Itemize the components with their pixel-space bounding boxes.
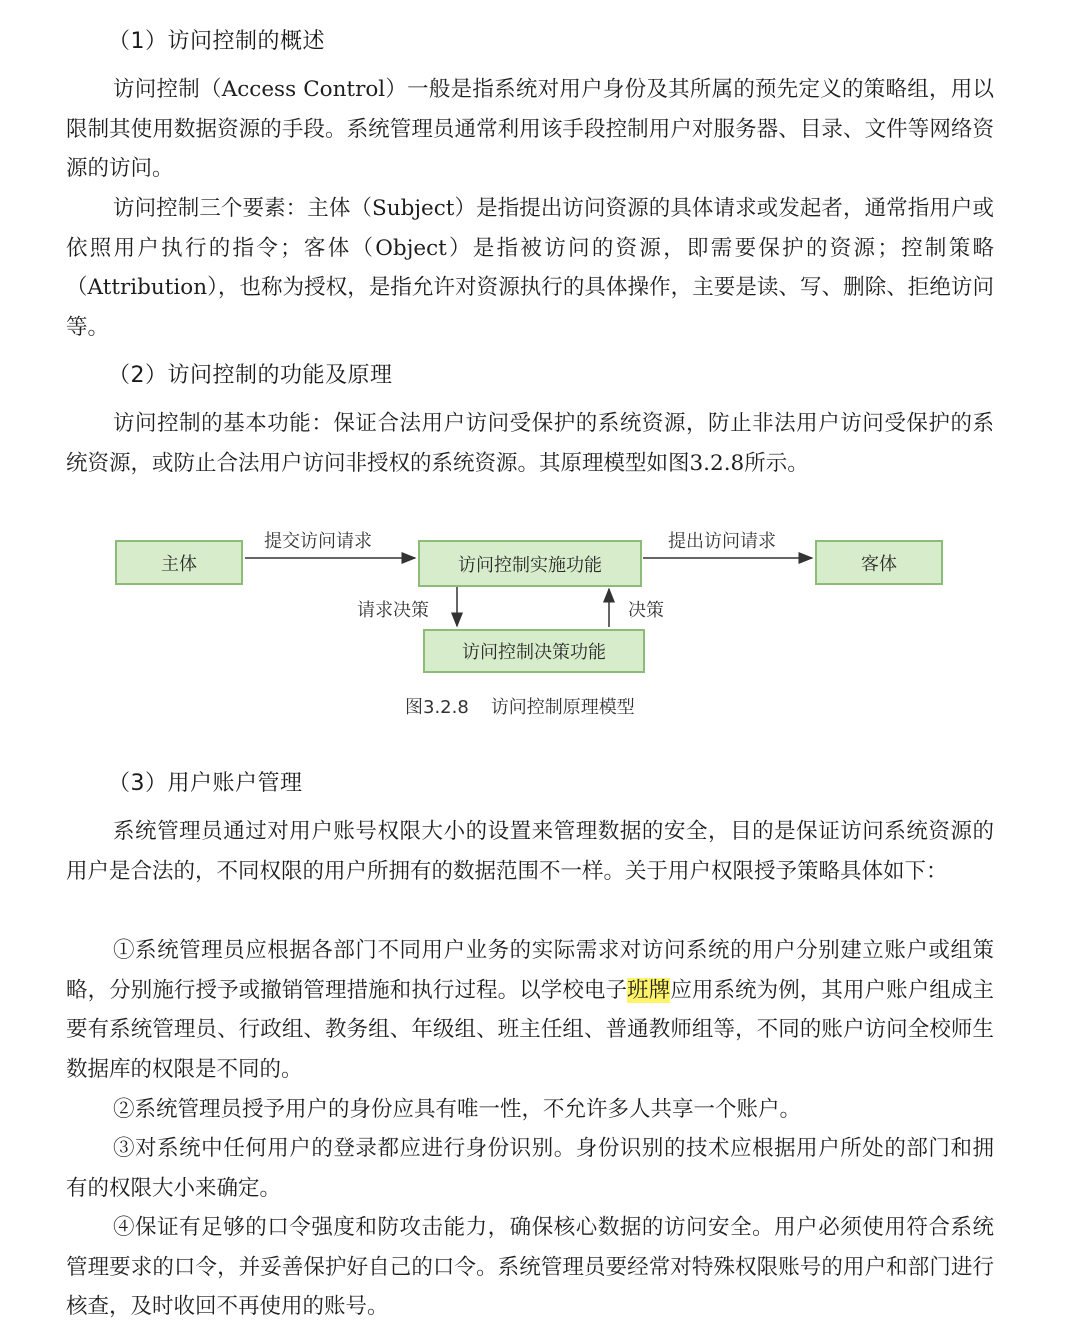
section-1-paragraph-1: 访问控制（Access Control）一般是指系统对用户身份及其所属的预先定义的策略组，用以限制其使用数据资源的手段。系统管理员通常利用该手段控制用户对服务器、目录、文件等网络资源的访问。 — [66, 77, 994, 181]
subject-box: 主体 — [115, 540, 243, 585]
figure-caption — [405, 693, 635, 719]
section-3-paragraph-3: ②系统管理员授予用户的身份应具有唯一性，不允许多人共享一个账户。 — [113, 1097, 802, 1122]
figure-number: 图3.2.8 — [405, 697, 469, 718]
section-1-heading: （1）访问控制的概述 — [108, 29, 325, 54]
object-box: 客体 — [815, 540, 943, 585]
label-request-out: 提出访问请求 — [668, 531, 776, 552]
paragraph-2-text-after: 应用系统为例，其用户账户组成主要有系统管理员、行政组、教务组、年级组、班主任组、普通教师组等，不同的账户访问全校师生数据库的权限是不同的。 — [66, 977, 994, 1082]
section-3-paragraph-4: ③对系统中任何用户的登录都应进行身份识别。身份识别的技术应根据用户所处的部门和拥有的权限大小来确定。 — [66, 1136, 994, 1201]
section-3-paragraph-1: 系统管理员通过对用户账号权限大小的设置来管理数据的安全，目的是保证访问系统资源的用户是合法的，不同权限的用户所拥有的数据范围不一样。关于用户权限授予策略具体如下： — [66, 819, 994, 884]
label-submit-request: 提交访问请求 — [264, 531, 372, 552]
highlighted-term: 班牌 — [627, 977, 671, 1003]
section-2-heading: （2）访问控制的功能及原理 — [108, 363, 393, 388]
figure-title: 访问控制原理模型 — [490, 697, 635, 718]
decision-function-box: 访问控制决策功能 — [423, 629, 645, 673]
label-decision: 决策 — [628, 600, 664, 621]
section-3-paragraph-2 — [66, 931, 994, 1089]
section-3-heading: （3）用户账户管理 — [108, 771, 303, 796]
section-1-paragraph-2: 访问控制三个要素：主体（Subject）是指提出访问资源的具体请求或发起者，通常指用户或依照用户执行的指令；客体（Object）是指被访问的资源，即需要保护的资源；控制策略（Attribution），也称为授权，是指允许对资源执行的具体操作，主要是读、写、删除、拒绝访问等。 — [66, 196, 994, 340]
label-request-decision: 请求决策 — [357, 600, 429, 621]
enforcement-function-box: 访问控制实施功能 — [418, 540, 642, 587]
paragraph-2-text-before: ①系统管理员应根据各部门不同用户业务的实际需求对访问系统的用户分别建立账户或组策略，分别施行授予或撤销管理措施和执行过程。以学校电子 — [66, 938, 994, 1003]
section-2-paragraph-1: 访问控制的基本功能：保证合法用户访问受保护的系统资源，防止非法用户访问受保护的系统资源，或防止合法用户访问非授权的系统资源。其原理模型如图3.2.8所示。 — [66, 411, 994, 476]
section-3-paragraph-5: ④保证有足够的口令强度和防攻击能力，确保核心数据的访问安全。用户必须使用符合系统管理要求的口令，并妥善保护好自己的口令。系统管理员要经常对特殊权限账号的用户和部门进行核查，及时收回不再使用的账号。 — [66, 1215, 994, 1319]
